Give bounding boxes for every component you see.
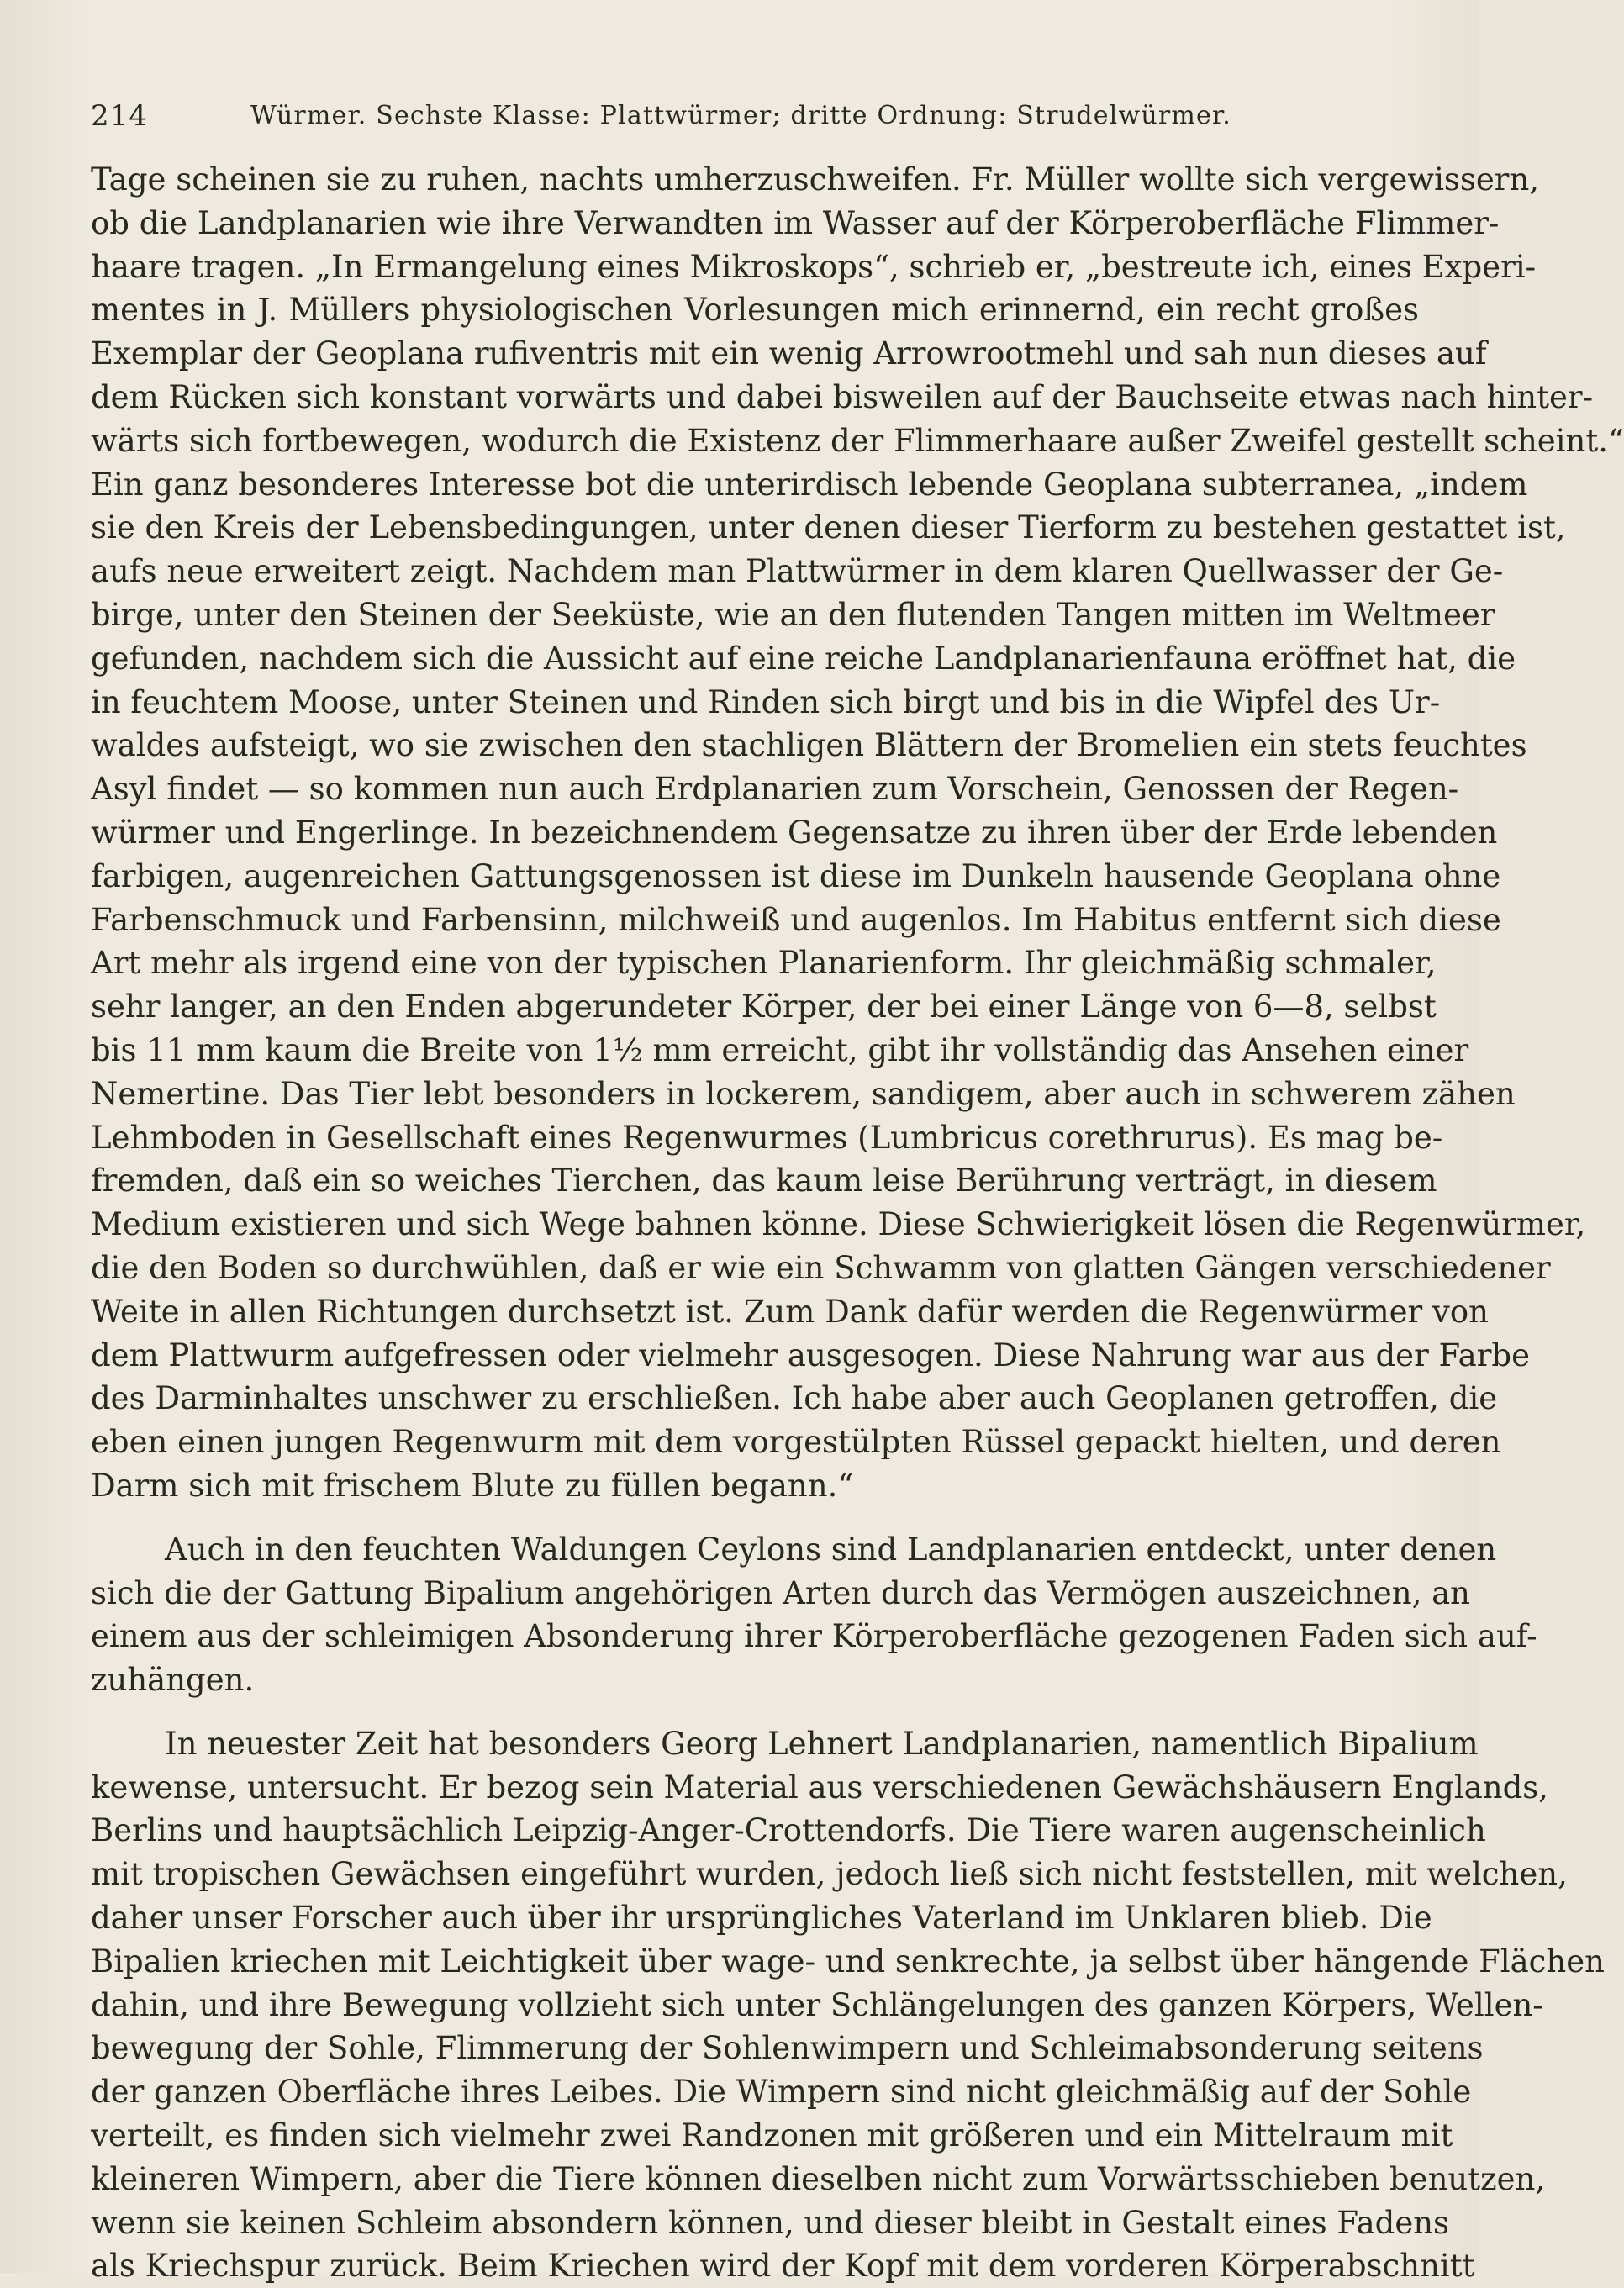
text-line: Auch in den feuchten Waldungen Ceylons sind Landplanarien entdeckt, unter denen [165,1531,1497,1568]
text-line: Darm sich mit frischem Blute zu füllen begann.“ [91,1467,854,1504]
paragraph-gap [91,1508,1419,1528]
text-line: mit tropischen Gewächsen eingeführt wurden, jedoch ließ sich nicht feststellen, mit welchen, [91,1856,1568,1893]
text-line: verteilt, es finden sich vielmehr zwei Randzonen mit größeren und ein Mittelraum mit [91,2117,1453,2154]
text-line: Medium existieren und sich Wege bahnen könne. Diese Schwierigkeit lösen die Regenwürmer, [91,1206,1586,1243]
text-line: ob die Landplanarien wie ihre Verwandten im Wasser auf der Körperoberfläche Flimmer- [91,204,1500,241]
text-line: farbigen, augenreichen Gattungsgenossen ist diese im Dunkeln hausende Geoplana ohne [91,857,1501,894]
text-line: würmer und Engerlinge. In bezeichnendem Gegensatze zu ihren über der Erde lebenden [91,814,1498,851]
paragraph [91,1528,1537,1702]
text-line: sich die der Gattung Bipalium angehörigen Arten durch das Vermögen auszeichnen, an [91,1574,1471,1611]
text-line: waldes aufsteigt, wo sie zwischen den stachligen Blättern der Bromelien ein stets feuchtes [91,727,1527,764]
text-line: in feuchtem Moose, unter Steinen und Rinden sich birgt und bis in die Wipfel des Ur- [91,683,1441,720]
text-line: wenn sie keinen Schleim absondern können, und dieser bleibt in Gestalt eines Fadens [91,2204,1450,2241]
text-line: In neuester Zeit hat besonders Georg Lehnert Landplanarien, namentlich Bipalium [165,1725,1479,1762]
text-line: bewegung der Sohle, Flimmerung der Sohlenwimpern und Schleimabsonderung seitens [91,2030,1484,2067]
text-line: Bipalien kriechen mit Leichtigkeit über wage- und senkrechte, ja selbst über hängende Flächen [91,1943,1605,1980]
text-line: kewense, untersucht. Er bezog sein Material aus verschiedenen Gewächshäusern Englands, [91,1769,1549,1806]
running-head: Würmer. Sechste Klasse: Plattwürmer; dritte Ordnung: Strudelwürmer. [250,101,1231,130]
text-line: dem Rücken sich konstant vorwärts und dabei bisweilen auf der Bauchseite etwas nach hinter- [91,378,1594,415]
text-line: Farbenschmuck und Farbensinn, milchweiß und augenlos. Im Habitus entfernt sich diese [91,901,1501,938]
text-line: Nemertine. Das Tier lebt besonders in lockerem, sandigem, aber auch in schwerem zähen [91,1075,1516,1112]
text-line: dem Plattwurm aufgefressen oder vielmehr ausgesogen. Diese Nahrung war aus der Farbe [91,1336,1531,1373]
text-line: gefunden, nachdem sich die Aussicht auf eine reiche Landplanarienfauna eröffnet hat, die [91,640,1516,677]
text-line: haare tragen. „In Ermangelung eines Mikroskops“, schrieb er, „bestreute ich, eines Experi- [91,248,1537,285]
text-line: dahin, und ihre Bewegung vollzieht sich unter Schlängelungen des ganzen Körpers, Wellen- [91,1986,1543,2023]
text-line: Lehmboden in Gesellschaft eines Regenwurmes (Lumbricus corethrurus). Es mag be- [91,1119,1443,1156]
text-line: einem aus der schleimigen Absonderung ihrer Körperoberfläche gezogenen Faden sich auf- [91,1618,1537,1655]
text-line: Art mehr als irgend eine von der typischen Planarienform. Ihr gleichmäßig schmaler, [91,945,1437,982]
page-number: 214 [91,99,148,133]
paragraph [91,158,1624,1508]
body-text [91,158,1624,2288]
text-line: wärts sich fortbewegen, wodurch die Existenz der Flimmerhaare außer Zweifel gestellt scheint.“ [91,422,1624,459]
text-line: Berlins und hauptsächlich Leipzig-Anger-Crottendorfs. Die Tiere waren augenscheinlich [91,1812,1486,1849]
text-line: aufs neue erweitert zeigt. Nachdem man Plattwürmer in dem klaren Quellwasser der Ge- [91,553,1504,590]
text-line: fremden, daß ein so weiches Tierchen, das kaum leise Berührung verträgt, in diesem [91,1162,1437,1199]
text-line: Asyl findet — so kommen nun auch Erdplanarien zum Vorschein, Genossen der Regen- [91,771,1459,808]
text-line: die den Boden so durchwühlen, daß er wie ein Schwamm von glatten Gängen verschiedener [91,1249,1551,1286]
text-line: sehr langer, an den Enden abgerundeter Körper, der bei einer Länge von 6—8, selbst [91,988,1437,1025]
text-line: mentes in J. Müllers physiologischen Vorlesungen mich erinnernd, ein recht großes [91,292,1419,329]
text-line: bis 11 mm kaum die Breite von 1½ mm erreicht, gibt ihr vollständig das Ansehen einer [91,1031,1469,1068]
text-line: als Kriechspur zurück. Beim Kriechen wird der Kopf mit dem vorderen Körperabschnitt [91,2248,1475,2285]
page-header [91,99,1406,141]
text-line: des Darminhaltes unschwer zu erschließen. Ich habe aber auch Geoplanen getroffen, die [91,1380,1498,1417]
text-line: kleineren Wimpern, aber die Tiere können dieselben nicht zum Vorwärtsschieben benutzen, [91,2160,1546,2197]
text-line: Weite in allen Richtungen durchsetzt ist. Zum Dank dafür werden die Regenwürmer von [91,1293,1489,1330]
text-line: birge, unter den Steinen der Seeküste, wie an den flutenden Tangen mitten im Weltmeer [91,596,1495,633]
text-line: Tage scheinen sie zu ruhen, nachts umherzuschweifen. Fr. Müller wollte sich vergewissern, [91,161,1540,198]
text-line: eben einen jungen Regenwurm mit dem vorgestülpten Rüssel gepackt hielten, und deren [91,1424,1501,1461]
paragraph-gap [91,1702,1419,1722]
text-line: zuhängen. [91,1662,255,1699]
text-line: Exemplar der Geoplana rufiventris mit ein wenig Arrowrootmehl und sah nun dieses auf [91,335,1487,372]
text-line: daher unser Forscher auch über ihr ursprüngliches Vaterland im Unklaren blieb. Die [91,1900,1432,1937]
text-line: der ganzen Oberfläche ihres Leibes. Die Wimpern sind nicht gleichmäßig auf der Sohle [91,2074,1472,2111]
paragraph [91,1722,1605,2288]
text-line: sie den Kreis der Lebensbedingungen, unter denen dieser Tierform zu bestehen gestattet ist, [91,509,1566,546]
text-line: Ein ganz besonderes Interesse bot die unterirdisch lebende Geoplana subterranea, „indem [91,466,1528,503]
